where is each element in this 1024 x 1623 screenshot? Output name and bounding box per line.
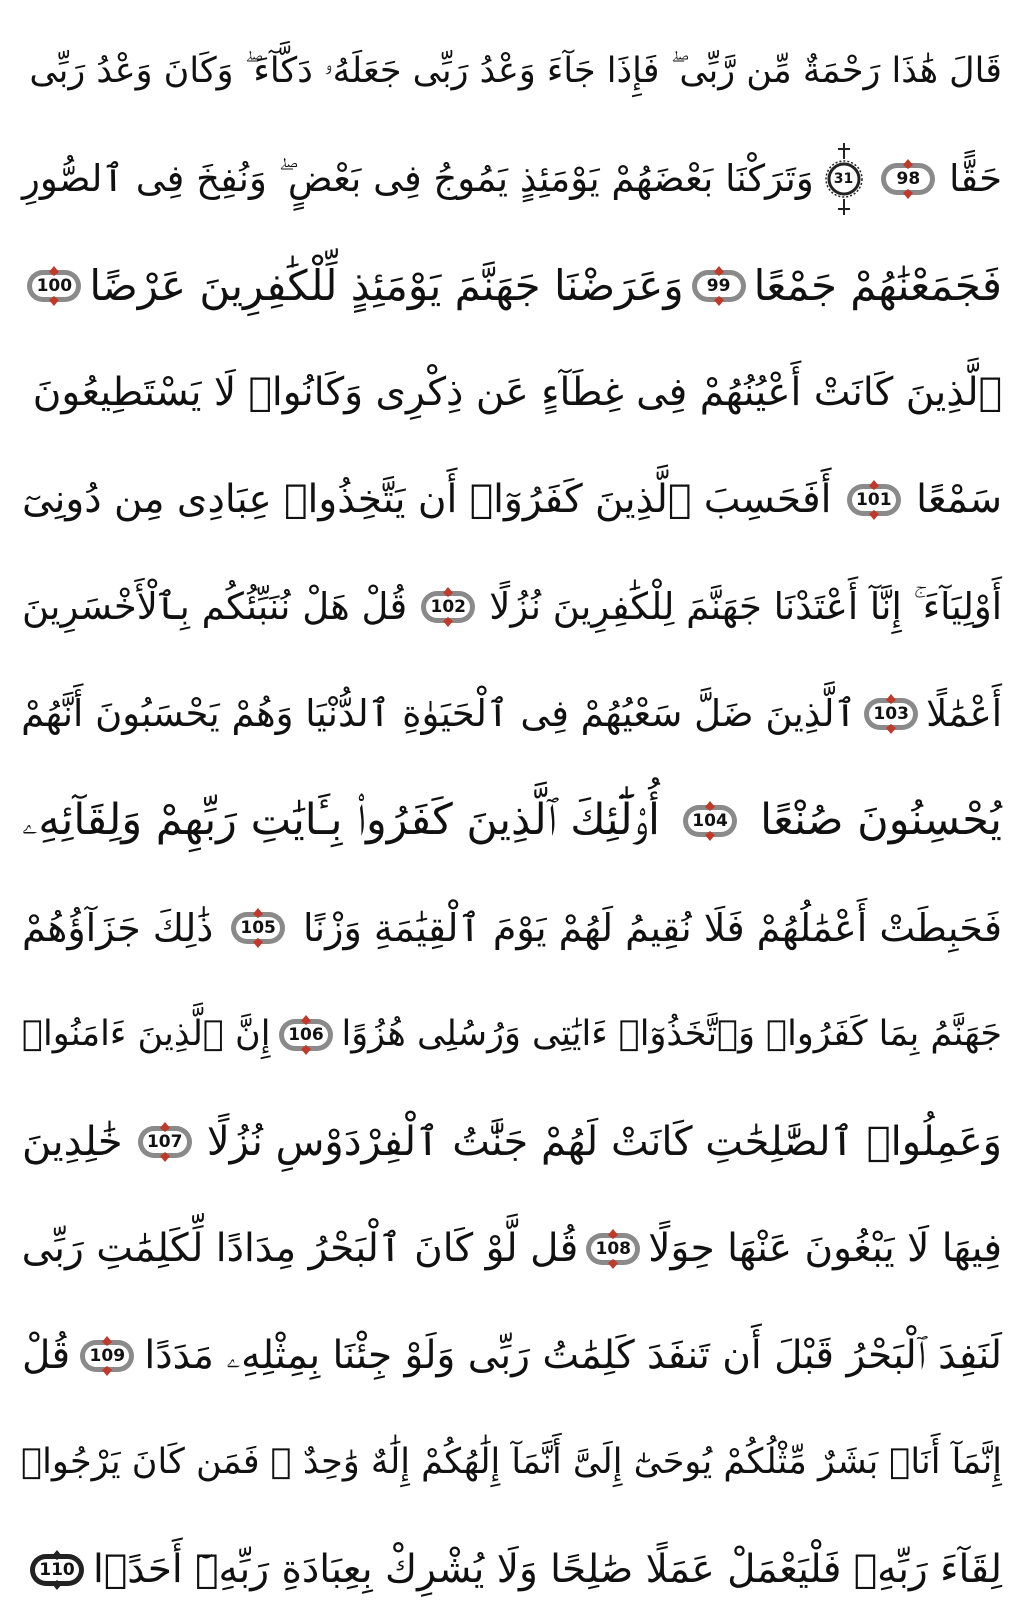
- ayah-number-marker: [584, 1229, 642, 1269]
- ayah-number: 102: [430, 596, 466, 617]
- verse-text: حَقًّا: [949, 157, 1002, 200]
- verse-line-content: [22, 1015, 1002, 1055]
- verse-line-content: [22, 1118, 1002, 1165]
- verse-line: [22, 767, 1002, 874]
- ayah-number-marker: [862, 694, 920, 734]
- verse-line: [22, 18, 1002, 125]
- verse-text: ٱلَّذِينَ كَانَتْ أَعْيُنُهُمْ فِى غِطَآءٍ عَن ذِكْرِى وَكَانُوا۟ لَا يَسْتَطِيعُونَ: [32, 370, 1002, 415]
- verse-line-content: [22, 370, 1002, 415]
- ayah-number-marker: [690, 266, 748, 306]
- verse-text: إِنَّ ٱلَّذِينَ ءَامَنُوا۟: [22, 1014, 271, 1054]
- verse-text: وَتَرَكْنَا بَعْضَهُمْ يَوْمَئِذٍ يَمُوجُ فِى بَعْضٍ ۖ وَنُفِخَ فِى ٱلصُّورِ: [22, 157, 814, 200]
- ayah-number: 101: [856, 489, 892, 510]
- ayah-number-marker: [419, 587, 477, 627]
- ayah-number: 110: [39, 1559, 75, 1580]
- verse-line: [22, 1195, 1002, 1302]
- ayah-number-marker: [681, 801, 739, 841]
- verse-text: أَعْمَٰلًا: [926, 692, 1002, 735]
- verse-text: أُو۟لَٰٓئِكَ ٱلَّذِينَ كَفَرُوا۟ بِـَٔايَٰتِ رَبِّهِمْ وَلِقَآئِهِۦ: [22, 795, 660, 845]
- verse-text: وَعَمِلُوا۟ ٱلصَّٰلِحَٰتِ كَانَتْ لَهُمْ جَنَّٰتُ ٱلْفِرْدَوْسِ نُزُلًا: [206, 1118, 1002, 1165]
- verse-text: لَنَفِدَ ٱلْبَحْرُ قَبْلَ أَن تَنفَدَ كَلِمَٰتُ رَبِّى وَلَوْ جِئْنَا بِمِثْلِهِۦ مَدَدًا: [144, 1333, 1002, 1378]
- ayah-number-marker: [845, 480, 903, 520]
- verse-text: جَهَنَّمُ بِمَا كَفَرُوا۟ وَٱتَّخَذُوٓا۟ ءَايَٰتِى وَرُسُلِى هُزُوًا: [341, 1014, 1002, 1054]
- verse-text: ٱلَّذِينَ ضَلَّ سَعْيُهُمْ فِى ٱلْحَيَوٰةِ ٱلدُّنْيَا وَهُمْ يَحْسَبُونَ أَنَّهُمْ: [21, 692, 857, 735]
- ayah-number: 100: [36, 275, 73, 296]
- ayah-number: 107: [146, 1131, 183, 1152]
- verse-text: أَفَحَسِبَ ٱلَّذِينَ كَفَرُوٓا۟ أَن يَتَّخِذُوا۟ عِبَادِى مِن دُونِىٓ: [22, 477, 832, 522]
- verse-text: قَالَ هَٰذَا رَحْمَةٌ مِّن رَّبِّى ۖ فَإِذَا جَآءَ وَعْدُ رَبِّى جَعَلَهُۥ دَكَّآءَ ۖ وَكَانَ وَعْدُ رَبِّى: [29, 51, 1002, 91]
- ayah-number-marker: [78, 1336, 136, 1376]
- verse-line-content: [22, 477, 1002, 522]
- verse-text: فَجَمَعْنَٰهُمْ جَمْعًا: [753, 260, 1002, 310]
- verse-line-content: [21, 1442, 1002, 1482]
- verse-text: فِيهَا لَا يَبْغُونَ عَنْهَا حِوَلًا: [648, 1226, 1002, 1271]
- verse-line: [22, 446, 1002, 553]
- ayah-number-marker: [879, 159, 937, 199]
- verse-line: [22, 553, 1002, 660]
- verse-text: إِنَّمَآ أَنَا۠ بَشَرٌ مِّثْلُكُمْ يُوحَىٰٓ إِلَىَّ أَنَّمَآ إِلَٰهُكُمْ إِلَٰهٌ وَٰحِدٌ ۖ فَمَن كَانَ يَرْجُوا۟: [21, 1442, 1002, 1482]
- verse-line: [22, 660, 1002, 767]
- verse-text: قُل لَّوْ كَانَ ٱلْبَحْرُ مِدَادًا لِّكَلِمَٰتِ رَبِّى: [21, 1226, 579, 1271]
- verse-line: [22, 1516, 1002, 1623]
- verse-line-content: [21, 1226, 1002, 1271]
- verse-line-content: [22, 139, 1002, 219]
- verse-text: فَحَبِطَتْ أَعْمَٰلُهُمْ فَلَا نُقِيمُ لَهُمْ يَوْمَ ٱلْقِيَٰمَةِ وَزْنًا: [302, 905, 1002, 950]
- verse-line-content: [22, 587, 1002, 627]
- verse-text: وَعَرَضْنَا جَهَنَّمَ يَوْمَئِذٍ لِّلْكَٰفِرِينَ عَرْضًا: [89, 260, 684, 310]
- ayah-number-marker: [229, 908, 287, 948]
- verse-line-content: [22, 694, 1002, 734]
- ayah-number: 98: [896, 168, 921, 189]
- ayah-number: 106: [288, 1024, 324, 1045]
- ayah-number: 109: [89, 1345, 126, 1366]
- verse-line: [22, 981, 1002, 1088]
- ayah-number: 99: [706, 275, 731, 296]
- ayah-number-marker: [25, 266, 83, 306]
- ayah-number-marker: [136, 1122, 194, 1162]
- verse-text: يُحْسِنُونَ صُنْعًا: [760, 795, 1002, 845]
- ayah-number: 105: [240, 917, 276, 938]
- ayah-number-marker: [277, 1015, 335, 1055]
- verse-line: [22, 232, 1002, 339]
- verse-text: أَوْلِيَآءَ ۚ إِنَّآ أَعْتَدْنَا جَهَنَّمَ لِلْكَٰفِرِينَ نُزُلًا: [489, 585, 1002, 628]
- verse-line: [22, 125, 1002, 232]
- verse-line-content: [22, 1333, 1002, 1378]
- verse-line: [22, 874, 1002, 981]
- verse-line: [22, 1409, 1002, 1516]
- ayah-number: 103: [873, 703, 909, 724]
- verse-line: [22, 339, 1002, 446]
- verse-text: قُلْ هَلْ نُنَبِّئُكُم بِٱلْأَخْسَرِينَ: [22, 585, 408, 628]
- verse-text: ذَٰلِكَ جَزَآؤُهُمْ: [22, 905, 214, 950]
- ayah-number: 108: [595, 1238, 632, 1259]
- verse-line: [22, 1088, 1002, 1195]
- ayah-number: 104: [692, 810, 728, 831]
- verse-text: قُلْ: [22, 1333, 71, 1378]
- verse-lines: [22, 18, 1002, 1623]
- verse-line-content: [22, 905, 1002, 950]
- hizb-quarter-marker: [824, 139, 864, 219]
- verse-line-content: [22, 51, 1002, 91]
- verse-line: [22, 1302, 1002, 1409]
- verse-text: خَٰلِدِينَ: [22, 1118, 123, 1165]
- verse-text: سَمْعًا: [916, 477, 1002, 522]
- verse-text: لِقَآءَ رَبِّهِۦ فَلْيَعْمَلْ عَمَلًا صَٰلِحًا وَلَا يُشْرِكْ بِعِبَادَةِ رَبِّهِۦٓ أَحَدًۢا: [93, 1547, 1002, 1592]
- verse-line-content: [22, 260, 1002, 310]
- hizb-quarter-number: 31: [833, 170, 854, 187]
- verse-line-content: [22, 795, 1002, 845]
